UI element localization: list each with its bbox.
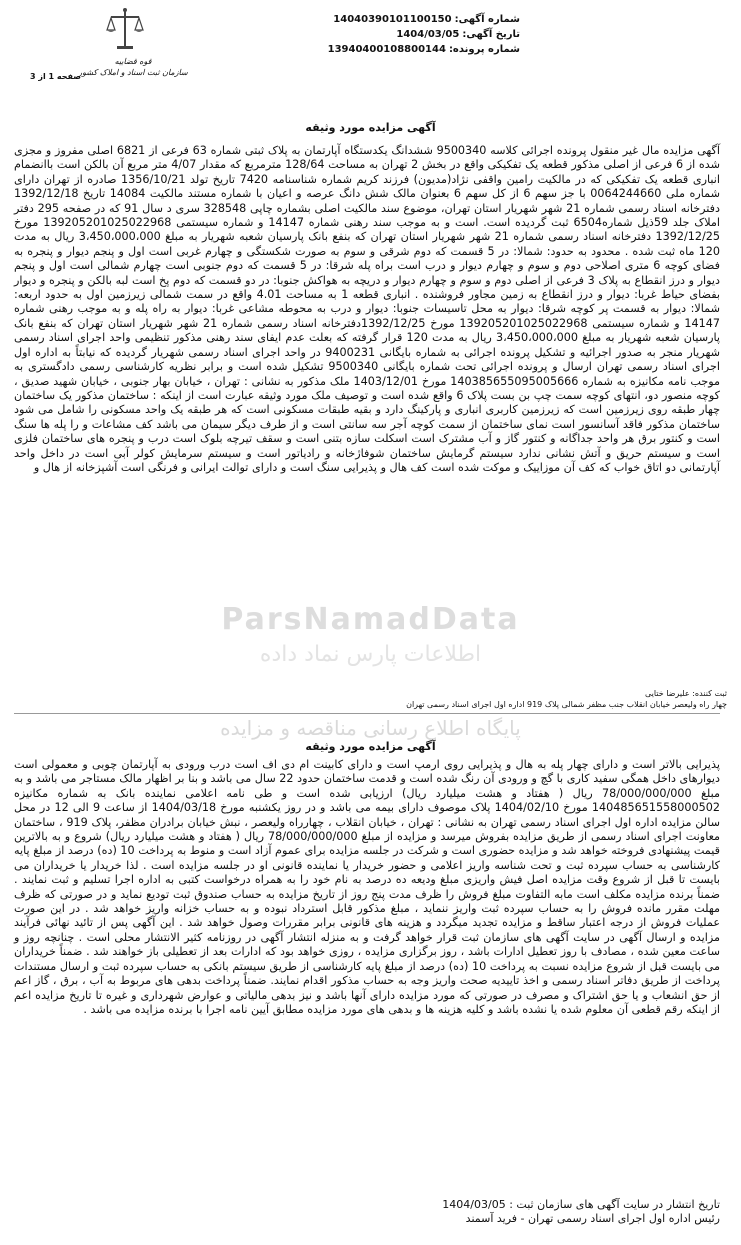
meta-label: تاریخ آگهی: — [462, 29, 520, 40]
publish-date-line: تاریخ انتشار در سایت آگهی های سازمان ثبت : 1404/03/05 — [442, 1198, 720, 1211]
organization-name — [78, 56, 188, 78]
signer-info — [227, 688, 727, 710]
chief-signature-line: رئیس اداره اول اجرای اسناد رسمی تهران - فرید آسمند — [465, 1212, 720, 1225]
section-title-1: آگهی مزایده مورد وثیقه — [305, 121, 436, 134]
org-line-2: سازمان ثبت اسناد و املاک کشور — [78, 68, 188, 77]
section-divider — [14, 713, 720, 714]
signer-name: ثبت کننده: علیرضا ختایی — [644, 689, 727, 698]
meta-case-number — [280, 42, 520, 57]
meta-notice-date — [280, 27, 520, 42]
org-line-1: قوه قضاییه — [114, 57, 152, 66]
signer-address: چهار راه ولیعصر خیابان انقلاب جنب مظفر شمالی پلاک 919 اداره اول اجرای اسناد رسمی تهران — [406, 700, 727, 709]
section-title-2: آگهی مزایده مورد وثیقه — [305, 740, 436, 753]
meta-notice-number — [280, 12, 520, 27]
notice-meta — [280, 12, 520, 57]
notice-body-2: پذیرایی بالاتر است و دارای چهار پله به هال و پذیرایی روی ارمپ است و دارای کابینت ام دی اف است درب ورودی به آپارتمان چوبی و معمولی است دیوارهای داخل همگی سفید کاری با گچ و ورودی آن رنگ شده است و قدمت ساختمان حدود 22 سال می باشد و بنا بر اظهار مالک مستاجر می باشد و به مبلغ 78/000/000/000 ریال ( هفتاد و هشت میلیارد ریال) ارزیابی شده است و طی نامه اعلامی نماینده بانک به شماره مکانیزه 140485651558000502 مورخ 1404/02/10 پلاک موصوف دارای بیمه می باشد و در روز یکشنبه مورخ 1404/03/18 از ساعت 9 الی 12 در محل سالن مزایده اداره اول اجرای اسناد رسمی تهران به نشانی : تهران ، خیابان انقلاب ، چهارراه ولیعصر ، نبش خیابان برادران مظفر، پلاک 919 ، ساختمان معاونت اجرای اسناد رسمی از طریق مزایده بفروش میرسد و مزایده از مبلغ 78/000/000/000 ریال ( هفتاد و هشت میلیارد ریال) شروع و به بالاترین قیمت پیشنهادی فروخته خواهد شد و مزایده حضوری است و شرکت در جلسه مزایده برای عموم آزاد است و منوط به پرداخت 10 (ده) درصد از مبلغ پایه کارشناسی به حساب سپرده ثبت و تحت شناسه واریز اعلامی و حضور خریدار یا نماینده قانونی او در جلسه مزایده است . لذا خریدار یا خریداران می بایست تا قبل از شروع وقت مزایده اصل فیش واریزی مبلغ ودیعه ده درصد به نام خود را به همراه درخواست کتبی به اداره اجرا تسلیم و ثبت نمایند . ضمناً برنده مزایده مکلف است مابه التفاوت مبلغ فروش را ظرف مدت پنج روز از تاریخ مزایده به حساب صندوق ثبت تودیع نماید و در صورتی که ظرف مهلت مقرر مانده فروش را به حساب سپرده ثبت واریز ننماید ، مبلغ مذکور قابل استرداد نبوده و به حساب خزانه واریز خواهد شد . در این صورت عملیات فروش از درجه اعتبار ساقط و مزایده تجدید میگردد و هزینه های قانونی برابر مقررات وصول خواهد شد . این آگهی پس از تائید نهائی فرآیند مزایده و ارسال آگهی در سایت آگهی های سازمان ثبت قرار خواهد گرفت و به منزله انتشار آگهی در روزنامه کثیر الانتشار محلی است . چنانچه روز و ساعت معین شده ، مصادف با روز تعطیل ادارات باشد ، روز برگزاری مزایده ، روزی خواهد بود که ادارات بعد از تعطیلی باز خواهند شد . ضمناً خریداران می بایست قبل از شروع مزایده نسبت به پرداخت 10 (ده) درصد از مبلغ پایه کارشناسی از طریق سیستم بانکی به حساب سپرده ثبت و ارسال مستندات پرداخت از طریق دفاتر اسناد رسمی و اخذ تاییدیه صحت واریز وجه به حساب مذکور اقدام نمایند. ضمناً پرداخت بدهی های مربوط به آب ، برق ، گاز اعم از حق انشعاب و یا حق اشتراک و مصرف در صورتی که مورد مزایده دارای آنها باشد و نیز بدهی مالیاتی و عوارض شهرداری و غیره تا تاریخ مزایده اعم از اینکه رقم قطعی آن معلوم شده یا نشده باشد و کلیه هزینه ها و بدهی های مورد مزایده مطابق آیین نامه اجرا با برنده مزایده می باشد . — [14, 758, 721, 1016]
notice-body-1: آگهی مزایده مال غیر منقول پرونده اجرائی کلاسه 9500340 ششدانگ یکدستگاه آپارتمان به پلاک ثبتی شماره 63 فرعی از 6821 اصلی مفروز و مجزی شده از 6 فرعی از اصلی مذکور قطعه یک تفکیکی واقع در بخش 2 تهران به مساحت 128/64 مترمربع که مقدار 4/07 متر مربع آن بالکن است باانضمام انباری قطعه یک تفکیکی که در مالکیت رامین واقفی نژاد(مدیون) فرزند کریم شماره شناسنامه 7420 تاریخ تولد 1356/10/21 صادره از تهران دارای شماره ملی 0064244660 با جز سهم 6 از کل سهم 6 بعنوان مالک شش دانگ عرصه و اعیان با شماره مستند مالکیت 14084 تاریخ 1392/12/18 دفترخانه اسناد رسمی شماره 21 شهر شهریار استان تهران، موضوع سند مالکیت اصلی بشماره چاپی 328548 سری د سال 91 که در صفحه 295 دفتر املاک جلد 59ذیل شماره6504 ثبت گردیده است. است و به موجب سند رهنی شماره 14147 و شماره سیستمی 139205201025022968 مورخ 1392/12/25 دفترخانه اسناد رسمی شماره 21 شهر شهریار استان تهران که بنفع بانک پارسیان شعبه شهریار به مبلغ 3،450،000،000 ریال به مدت 120 ماه ثبت شده . محدود به حدود: شمالا: در 5 قسمت که دوم شرقی و سوم به صورت شکستگی و چهارم غربی است اول و پنجم دیوار و پنجره به فضای کوچه 6 متری اصلاحی دوم و سوم و چهارم دیوار و درب است براه پله شرقا: در 5 قسمت که دوم جنوبی است چهارم شمالی است اول و پنجم دیوار و درز انقطاع به پلاک 3 فرعی از اصلی دوم و سوم و چهارم دیوار و دریچه به هواکش جنوبا: در دو قسمت که دوم پخ است لبه بالکن و پنجره و دیوار بفضای حیاط غربا: دیوار و درز انقطاع به زمین مجاور فروشنده . انباری قطعه 1 به مساحت 4.01 واقع در سمت شمالی زیرزمین اول به حدود اربعه: شمالا: دیوار به قسمت پر کوچه شرقا: دیوار به محل تاسیسات جنوبا: دیوار و درب به محوطه مشاعی غربا: دیوار به راه پله و به موجب رهنی شماره 14147 و شماره سیستمی 139205201025022968 مورخ 1392/12/25دفترخانه اسناد رسمی شماره 21 شهر شهریار استان تهران که بنفع بانک پارسیان شعبه شهریار به مبلغ 3،450،000،000 ریال به مدت 120 قرار گرفته که بعلت عدم ایفای سند رهنی مذکور تنظیمی واحد اجرای اسناد رسمی شهریار منجر به صدور اجرائیه و تشکیل پرونده اجرائی به شماره بایگانی 9400231 در واحد اجرای اسناد رسمی شهریار گردیده که نیابتاً به اداره اول اجرای اسناد رسمی تهران ارسال و پرونده اجرائی تحت شماره بایگانی 9500340 تشکیل شده است و برابر نظریه کارشناسی رسمی دادگستری به موجب نامه مکانیزه به شماره 140385655095005666 مورخ 1403/12/01 ملک مذکور به نشانی : تهران ، خیابان بهار جنوبی ، خیابان شهید صدیق ، کوچه منصور دو، انتهای کوچه سمت چپ بن بست پلاک 6 واقع شده است و توصیف ملک مورد وثیقه عبارت است از اینکه : ساختمان مذکور یک ساختمان چهار طبقه روی زیرزمین است که زیرزمین کاربری انباری و پارکینگ دارد و بقیه طبقات مسکونی است که هر طبقه یک واحد مسکونی را شامل می شود ساختمان مذکور فاقد آسانسور است نمای ساختمان از سمت کوچه آجر سه سانتی است و از طرف دیگر سیمان می باشد کف مشاعات و را پله ها سنگ است و کنتور برق هر واحد جداگانه و کنتور گاز و آب مشترک است اسکلت سازه بتنی است و سقف تیرچه بلوک است درب و پنجره های ساختمان فلزی است و سیستم حریق و آتش نشانی ندارد سیستم گرمایش ساختمان شوفاژخانه و رادیاتور است و سیستم سرمایش کولر آبی است در داخل واحد آپارتمانی دو اتاق خواب که کف آن موزاییک و موکت شده است کف هال و پذیرایی سنگ است و دارای توالت ایرانی و فرنگی است آشپزخانه از هال و — [14, 144, 721, 474]
watermark-portal: پایگاه اطلاع رسانی مناقصه و مزایده — [220, 716, 521, 740]
meta-label: شماره آگهی: — [454, 14, 520, 25]
meta-value: 1404/03/05 — [396, 29, 460, 40]
judiciary-emblem-icon — [105, 6, 145, 56]
meta-value: 13940400108800144 — [327, 44, 446, 55]
meta-value: 14040390101100150 — [333, 14, 452, 25]
watermark-persian: اطلاعات پارس نماد داده — [259, 642, 482, 667]
page-number: صفحه 1 از 3 — [30, 72, 81, 81]
document-header — [0, 0, 741, 95]
watermark-latin: ParsNamadData — [221, 602, 520, 637]
notice-footer — [14, 1198, 720, 1226]
meta-label: شماره پرونده: — [448, 44, 520, 55]
